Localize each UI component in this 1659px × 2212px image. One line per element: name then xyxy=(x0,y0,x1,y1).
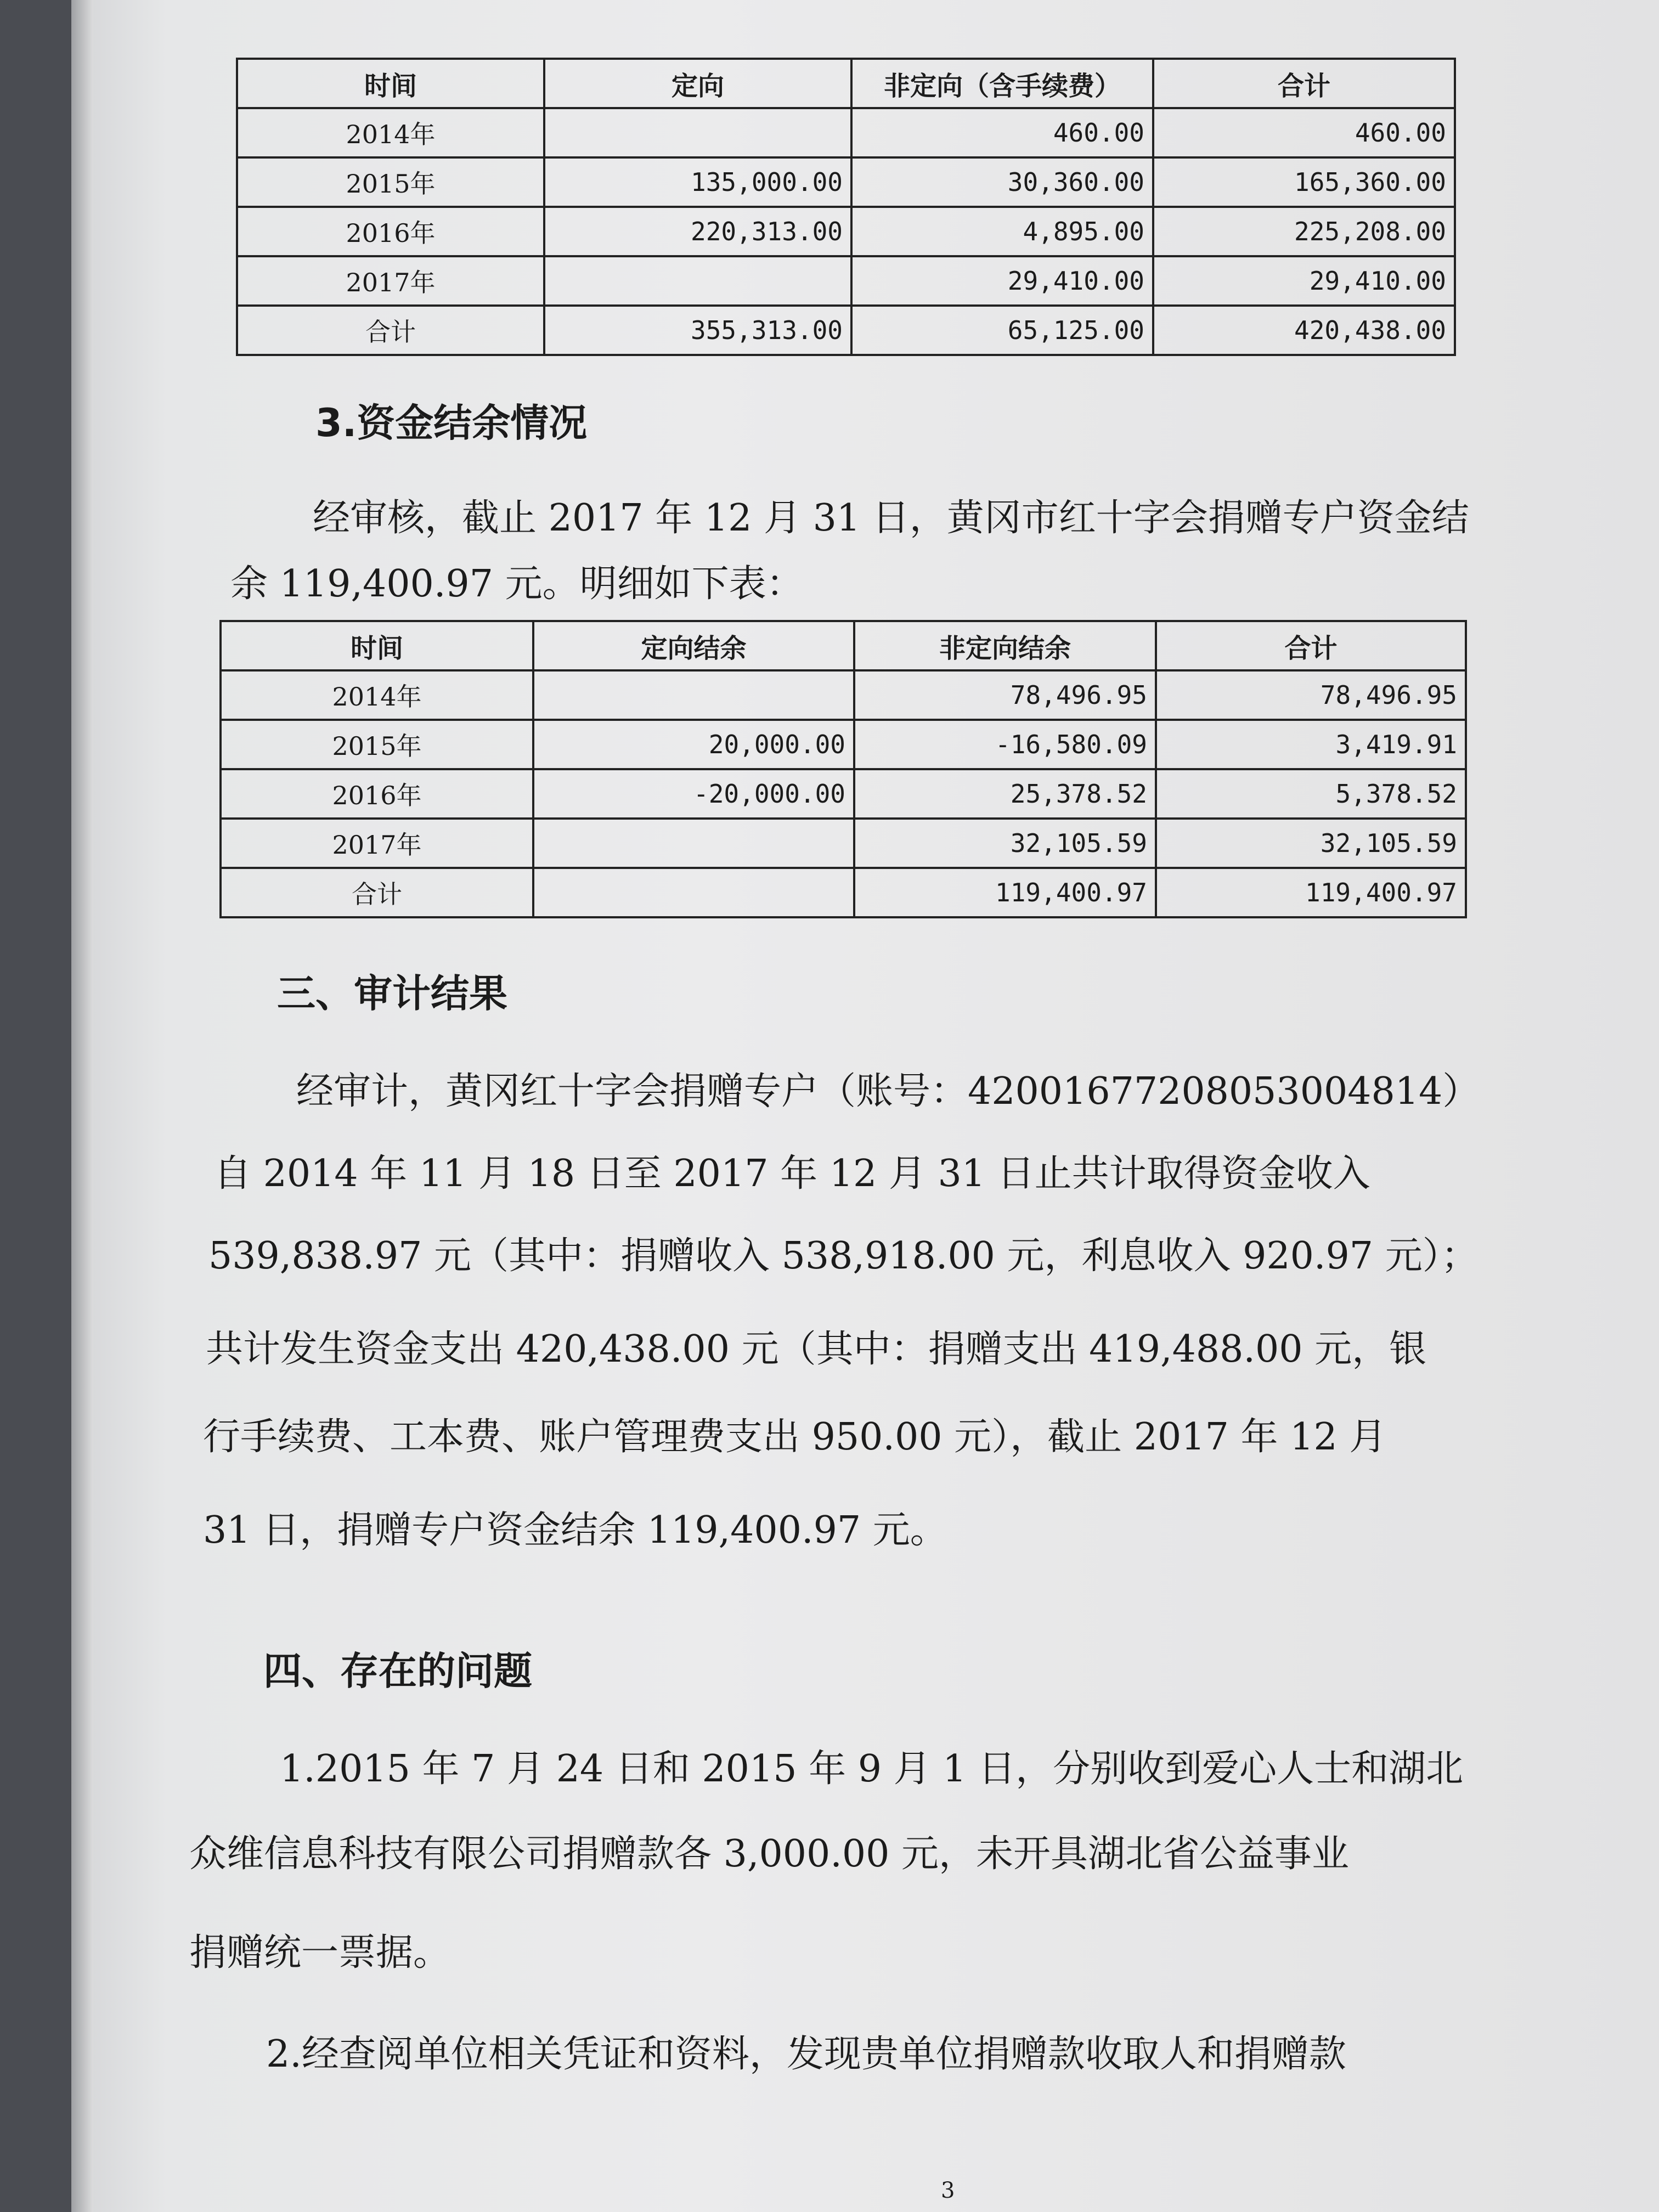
table-row xyxy=(221,769,1466,819)
value-cell: 165,360.00 xyxy=(1153,157,1455,207)
value-cell: 20,000.00 xyxy=(533,720,854,769)
issue-line: 1.2015 年 7 月 24 日和 2015 年 9 月 1 日，分别收到爱心人士和湖北 xyxy=(280,1747,1464,1791)
total-label-cell: 合计 xyxy=(221,868,533,917)
table-total-row xyxy=(221,868,1466,917)
table-total-row xyxy=(237,306,1455,355)
year-cell: 2015年 xyxy=(221,720,533,769)
year-cell: 2016年 xyxy=(221,769,533,819)
value-cell: 30,360.00 xyxy=(851,157,1153,207)
audit-result-line: 经审计，黄冈红十字会捐赠专户（账号：42001677208053004814） xyxy=(296,1070,1480,1113)
header-cell: 合计 xyxy=(1153,59,1455,108)
section-heading-balance: 3.资金结余情况 xyxy=(315,400,588,445)
year-cell: 2017年 xyxy=(237,256,544,306)
expenditure-table xyxy=(236,58,1456,356)
issue-line: 众维信息科技有限公司捐赠款各 3,000.00 元，未开具湖北省公益事业 xyxy=(189,1832,1350,1876)
header-cell: 非定向结余 xyxy=(854,621,1156,670)
value-cell: 25,378.52 xyxy=(854,769,1156,819)
value-cell: -16,580.09 xyxy=(854,720,1156,769)
table-row xyxy=(237,157,1455,207)
value-cell: 32,105.59 xyxy=(1156,819,1466,868)
header-cell: 时间 xyxy=(221,621,533,670)
value-cell: 29,410.00 xyxy=(1153,256,1455,306)
table-header-row xyxy=(221,621,1466,670)
value-cell: 29,410.00 xyxy=(851,256,1153,306)
year-cell: 2017年 xyxy=(221,819,533,868)
table-header-row xyxy=(237,59,1455,108)
header-cell: 时间 xyxy=(237,59,544,108)
value-cell: 5,378.52 xyxy=(1156,769,1466,819)
value-cell: 65,125.00 xyxy=(851,306,1153,355)
balance-paragraph-line: 经审核，截止 2017 年 12 月 31 日，黄冈市红十字会捐赠专户资金结 xyxy=(313,496,1469,540)
year-cell: 2015年 xyxy=(237,157,544,207)
section-heading-audit-result: 三、审计结果 xyxy=(277,971,507,1016)
issue-line: 捐赠统一票据。 xyxy=(189,1931,451,1974)
year-cell: 2014年 xyxy=(221,670,533,720)
value-cell: 135,000.00 xyxy=(544,157,851,207)
value-cell: 4,895.00 xyxy=(851,207,1153,256)
value-cell: 78,496.95 xyxy=(854,670,1156,720)
table-row xyxy=(237,207,1455,256)
value-cell: -20,000.00 xyxy=(533,769,854,819)
header-cell: 定向 xyxy=(544,59,851,108)
total-label-cell: 合计 xyxy=(237,306,544,355)
table-row xyxy=(237,256,1455,306)
value-cell: 225,208.00 xyxy=(1153,207,1455,256)
value-cell: 3,419.91 xyxy=(1156,720,1466,769)
page-number: 3 xyxy=(941,2178,955,2203)
value-cell: 119,400.97 xyxy=(1156,868,1466,917)
value-cell xyxy=(544,256,851,306)
value-cell xyxy=(544,108,851,157)
table-row xyxy=(221,720,1466,769)
document-page xyxy=(71,0,1659,2212)
value-cell xyxy=(533,670,854,720)
balance-table xyxy=(219,620,1467,918)
audit-result-line: 行手续费、工本费、账户管理费支出 950.00 元），截止 2017 年 12 月 xyxy=(203,1415,1387,1459)
year-cell: 2014年 xyxy=(237,108,544,157)
value-cell xyxy=(533,819,854,868)
value-cell xyxy=(533,868,854,917)
audit-result-line: 共计发生资金支出 420,438.00 元（其中：捐赠支出 419,488.00 元，银 xyxy=(206,1328,1427,1371)
year-cell: 2016年 xyxy=(237,207,544,256)
header-cell: 合计 xyxy=(1156,621,1466,670)
page-fold-shadow xyxy=(71,0,93,2212)
issue-line: 2.经查阅单位相关凭证和资料，发现贵单位捐赠款收取人和捐赠款 xyxy=(266,2033,1346,2076)
audit-result-line: 自 2014 年 11 月 18 日至 2017 年 12 月 31 日止共计取得资金收入 xyxy=(214,1152,1370,1195)
table-row xyxy=(221,819,1466,868)
value-cell: 32,105.59 xyxy=(854,819,1156,868)
value-cell: 78,496.95 xyxy=(1156,670,1466,720)
header-cell: 非定向（含手续费） xyxy=(851,59,1153,108)
value-cell: 119,400.97 xyxy=(854,868,1156,917)
table-row xyxy=(221,670,1466,720)
audit-result-line: 31 日，捐赠专户资金结余 119,400.97 元。 xyxy=(203,1509,947,1552)
table-row xyxy=(237,108,1455,157)
balance-paragraph-line: 余 119,400.97 元。明细如下表： xyxy=(230,562,804,606)
value-cell: 220,313.00 xyxy=(544,207,851,256)
value-cell: 355,313.00 xyxy=(544,306,851,355)
value-cell: 460.00 xyxy=(851,108,1153,157)
value-cell: 420,438.00 xyxy=(1153,306,1455,355)
header-cell: 定向结余 xyxy=(533,621,854,670)
audit-result-line: 539,838.97 元（其中：捐赠收入 538,918.00 元，利息收入 920.97 元）； xyxy=(208,1234,1479,1278)
value-cell: 460.00 xyxy=(1153,108,1455,157)
section-heading-issues: 四、存在的问题 xyxy=(263,1649,532,1694)
